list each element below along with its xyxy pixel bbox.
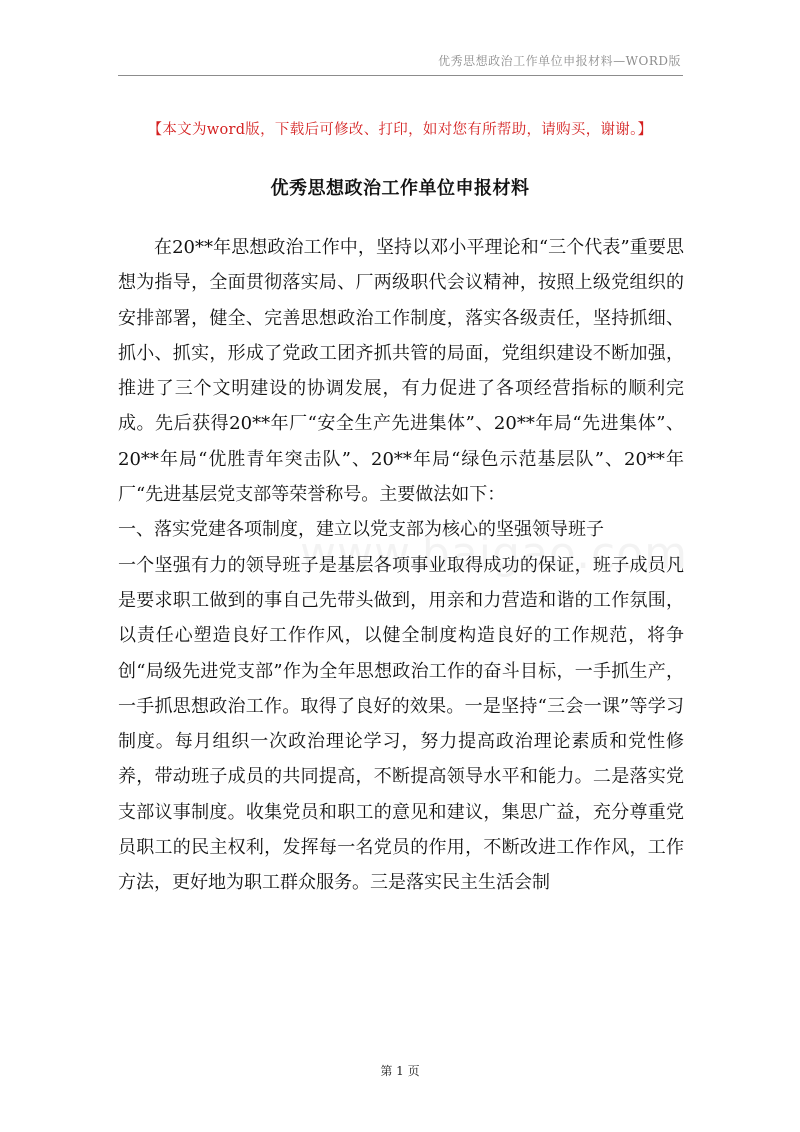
document-title: 优秀思想政治工作单位申报材料 <box>270 178 530 199</box>
header-divider <box>118 75 683 76</box>
section-heading-1: 一、落实党建各项制度，建立以党支部为核心的坚强领导班子 <box>118 519 604 541</box>
intro-paragraph: 在20**年思想政治工作中，坚持以邓小平理论和“三个代表”重要思想为指导，全面贯彻落实局、厂两级职代会议精神，按照上级党组织的安排部署，健全、完善思想政治工作制度，落实各级责任，坚持抓细、抓小、抓实，形成了党政工团齐抓共管的局面，党组织建设不断加强，推进了三个文明建设的协调发展，有力促进了各项经营指标的顺利完成。先后获得20**年厂“安全生产先进集体”、20**年局“先进集体”、20**年局“优胜青年突击队”、20**年局“绿色示范基层队”、20**年厂“先进基层党支部等荣誉称号。主要做法如下： <box>118 237 684 506</box>
document-body <box>118 230 684 901</box>
page-number: 第 1 页 <box>380 1064 420 1078</box>
running-header: 优秀思想政治工作单位申报材料—WORD版 <box>438 54 681 68</box>
download-notice: 【本文为word版，下载后可修改、打印，如对您有所帮助，请购买，谢谢。】 <box>147 122 653 138</box>
section-1-paragraph: 一个坚强有力的领导班子是基层各项事业取得成功的保证，班子成员凡是要求职工做到的事自己先带头做到，用亲和力营造和谐的工作氛围，以责任心塑造良好工作作风，以健全制度构造良好的工作规范，将争创“局级先进党支部”作为全年思想政治工作的奋斗目标，一手抓生产，一手抓思想政治工作。取得了良好的效果。一是坚持“三会一课”等学习制度。每月组织一次政治理论学习，努力提高政治理论素质和党性修养，带动班子成员的共同提高，不断提高领导水平和能力。二是落实党支部议事制度。收集党员和职工的意见和建议，集思广益，充分尊重党员职工的民主权利，发挥每一名党员的作用，不断改进工作作风，工作方法，更好地为职工群众服务。三是落实民主生活会制 <box>118 554 684 894</box>
